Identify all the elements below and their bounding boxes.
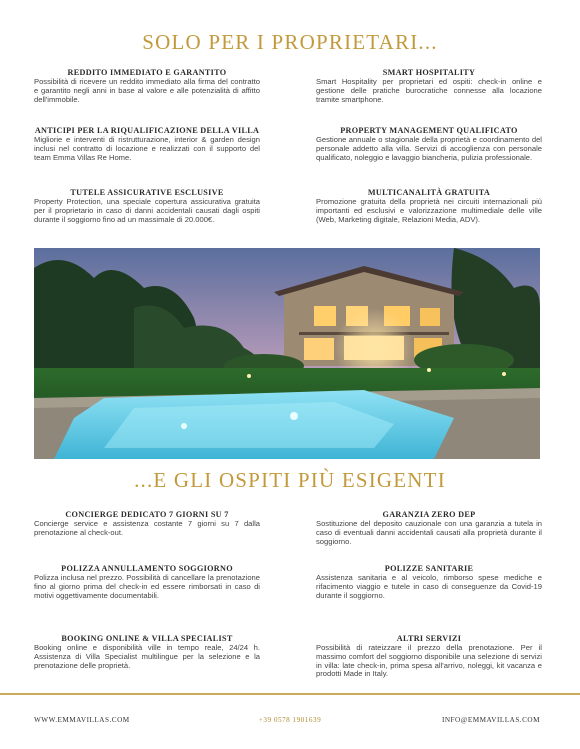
owner-feature [316, 126, 542, 162]
phone-link[interactable]: +39 0578 1901639 [258, 716, 322, 724]
owner-feature-text: Smart Hospitality per proprietari ed ospiti: check-in online e gestione delle pratiche burocratiche connesse alla locazione tramite smartphone. [316, 77, 542, 104]
footer-divider [0, 693, 580, 695]
owner-feature [34, 68, 260, 104]
owner-feature-title: TUTELE ASSICURATIVE ESCLUSIVE [70, 188, 224, 197]
owners-section-title: SOLO PER I PROPRIETARI... [142, 30, 438, 54]
owner-feature-text: Migliorie e interventi di ristrutturazione, interior & garden design inclusi nel contratto di locazione e realizzati con il supporto del team Emma Villas Re Home. [34, 135, 260, 162]
guest-feature [34, 510, 260, 538]
guest-feature [316, 510, 542, 546]
guest-feature-text: Possibilità di rateizzare il prezzo della prenotazione. Per il massimo comfort del soggiorno disponibile una selezione di servizi in villa: late check-in, prima spesa all'arrivo, noleggi, kit vacanza e prodotti Made in Italy. [316, 643, 542, 679]
owner-feature [316, 68, 542, 104]
owner-feature-text: Gestione annuale o stagionale della proprietà e coordinamento del personale addetto alla villa. Servizi di accoglienza con personale qualificato, noleggio e lavaggio biancheria, pulizia professionale. [316, 135, 542, 162]
guest-feature-text: Polizza inclusa nel prezzo. Possibilità di cancellare la prenotazione fino al giorno prima del check-in ed essere rimborsati in caso di motivi oggettivamente documentabili. [34, 573, 260, 600]
email-link[interactable]: INFO@EMMAVILLAS.COM [441, 716, 540, 724]
guest-feature [34, 564, 260, 600]
guest-feature-title: GARANZIA ZERO DEP [382, 510, 476, 519]
guest-feature-text: Booking online e disponibilità ville in tempo reale, 24/24 h. Assistenza di Villa Specialist multilingue per la selezione e la prenotazione delle proprietà. [34, 643, 260, 670]
guests-section-title: ...E GLI OSPITI PIÙ ESIGENTI [134, 468, 446, 492]
owner-feature [34, 126, 260, 162]
guest-feature [316, 634, 542, 679]
owner-feature-title: PROPERTY MANAGEMENT QUALIFICATO [340, 126, 518, 135]
guest-feature-text: Sostituzione del deposito cauzionale con una garanzia a tutela in caso di eventuali danni accidentali causati alla proprietà durante il soggiorno. [316, 519, 542, 546]
owner-feature [316, 188, 542, 224]
guest-feature-title: BOOKING ONLINE & VILLA SPECIALIST [61, 634, 233, 643]
guest-feature-title: ALTRI SERVIZI [396, 634, 462, 643]
owner-feature-text: Possibilità di ricevere un reddito immediato alla firma del contratto e garantito negli anni in base al valore e alle potenzialità di affitto dell'immobile. [34, 77, 260, 104]
owner-feature-title: MULTICANALITÀ GRATUITA [367, 188, 491, 197]
owner-feature-title: REDDITO IMMEDIATO E GARANTITO [67, 68, 227, 77]
guest-feature [316, 564, 542, 600]
guest-feature [34, 634, 260, 670]
owner-feature-title: SMART HOSPITALITY [382, 68, 476, 77]
guest-feature-title: CONCIERGE DEDICATO 7 GIORNI SU 7 [65, 510, 229, 519]
guest-feature-text: Concierge service e assistenza costante 7 giorni su 7 dalla prenotazione al check-out. [34, 519, 260, 537]
owner-feature-text: Property Protection, una speciale copertura assicurativa gratuita per il proprietario in caso di danni accidentali causati dagli ospiti durante il soggiorno fino ad un massimale di 20.000€. [34, 197, 260, 224]
owner-feature [34, 188, 260, 224]
villa-pool-photo [34, 248, 540, 459]
owner-feature-text: Promozione gratuita della proprietà nei circuiti internazionali più importanti ed esclusivi e valorizzazione multimediale delle ville (Web, Marketing digitale, Relazioni Media, ADV). [316, 197, 542, 224]
owner-feature-title: ANTICIPI PER LA RIQUALIFICAZIONE DELLA VILLA [34, 126, 260, 135]
guest-feature-title: POLIZZE SANITARIE [384, 564, 474, 573]
website-link[interactable]: WWW.EMMAVILLAS.COM [34, 716, 130, 724]
guest-feature-title: POLIZZA ANNULLAMENTO SOGGIORNO [61, 564, 233, 573]
guest-feature-text: Assistenza sanitaria e al veicolo, rimborso spese mediche e rifacimento viaggio e tutele in caso di conseguenze da Covid-19 durante il soggiorno. [316, 573, 542, 600]
